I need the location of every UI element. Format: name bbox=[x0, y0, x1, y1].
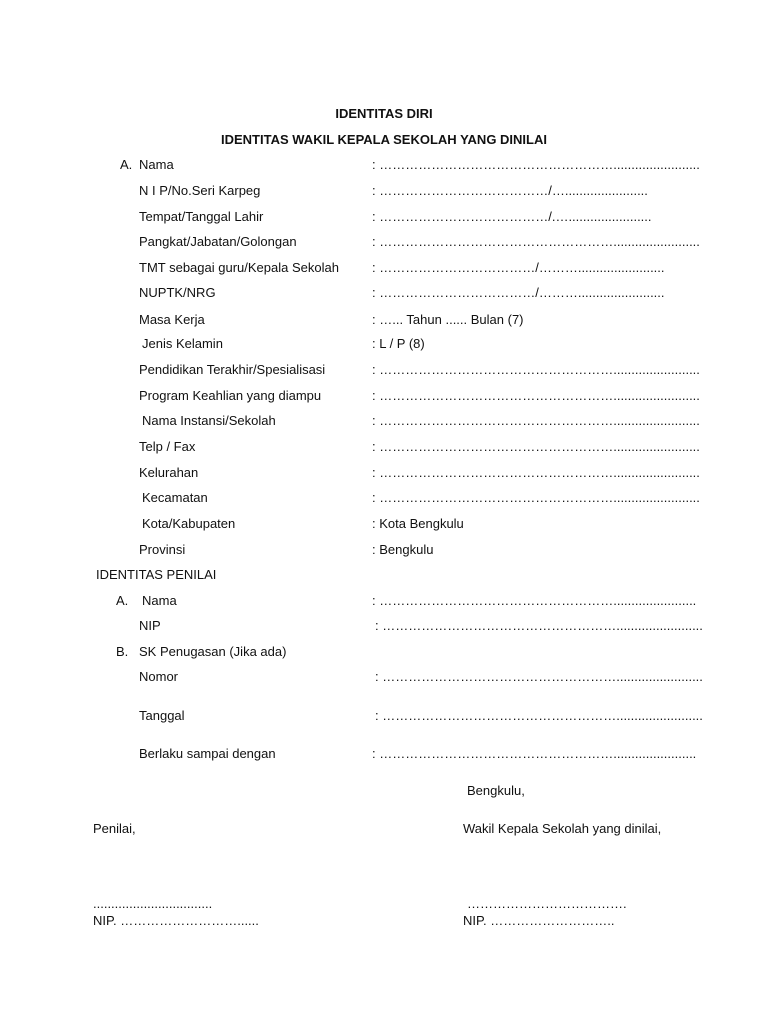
field-value-telp[interactable]: : ………………………………………………........................ bbox=[372, 439, 700, 454]
field-label-ttl: Tempat/Tanggal Lahir bbox=[139, 209, 264, 224]
field-value-masa-kerja[interactable]: : …... Tahun ...... Bulan (7) bbox=[372, 312, 524, 327]
document-title: IDENTITAS DIRI bbox=[335, 106, 433, 121]
place-label: Bengkulu, bbox=[467, 783, 525, 798]
field-value-ttl[interactable]: : …………………………………/.…....................... bbox=[372, 209, 652, 224]
field-label-provinsi: Provinsi bbox=[139, 542, 186, 557]
field-value-program-keahlian[interactable]: : ………………………………………………........................ bbox=[372, 388, 700, 403]
field-value-nuptk[interactable]: : ………………………………/………........................ bbox=[372, 285, 665, 300]
penilai-b-marker: B. bbox=[116, 644, 129, 659]
field-value-instansi[interactable]: : ………………………………………………........................ bbox=[372, 413, 700, 428]
signature-left-role: Penilai, bbox=[93, 821, 136, 836]
field-value-nama[interactable]: : ………………………………………………........................ bbox=[372, 157, 700, 172]
field-value-pangkat[interactable]: : ………………………………………………........................ bbox=[372, 234, 700, 249]
sk-value-berlaku[interactable]: : ………………………………………………....................... bbox=[372, 746, 697, 761]
field-value-provinsi[interactable]: : Bengkulu bbox=[372, 542, 434, 557]
field-value-nip-karpeg[interactable]: : …………………………………/…....................... bbox=[372, 183, 648, 198]
signature-right-role: Wakil Kepala Sekolah yang dinilai, bbox=[463, 821, 662, 836]
field-value-kelurahan[interactable]: : ………………………………………………........................ bbox=[372, 465, 700, 480]
field-label-tmt: TMT sebagai guru/Kepala Sekolah bbox=[139, 260, 339, 275]
sk-label-nomor: Nomor bbox=[139, 669, 179, 684]
penilai-heading: IDENTITAS PENILAI bbox=[96, 567, 217, 582]
sk-value-tanggal[interactable]: : ………………………………………………........................ bbox=[375, 708, 703, 723]
field-value-tmt[interactable]: : ………………………………/………........................ bbox=[372, 260, 665, 275]
field-label-kelurahan: Kelurahan bbox=[139, 465, 199, 480]
signature-left-nip[interactable]: NIP. ………………………...... bbox=[93, 913, 259, 928]
sk-value-nomor[interactable]: : ………………………………………………........................ bbox=[375, 669, 703, 684]
field-value-jenis-kelamin[interactable]: : L / P (8) bbox=[372, 336, 425, 351]
penilai-value-nama[interactable]: : ………………………………………………....................... bbox=[372, 593, 697, 608]
field-label-masa-kerja: Masa Kerja bbox=[139, 312, 205, 327]
penilai-label-nama: Nama bbox=[142, 593, 177, 608]
signature-right-nip[interactable]: NIP. ……………………….. bbox=[463, 913, 615, 928]
sk-penugasan-label: SK Penugasan (Jika ada) bbox=[139, 644, 287, 659]
field-label-nip-karpeg: N I P/No.Seri Karpeg bbox=[139, 183, 261, 198]
section-a-marker: A. bbox=[120, 157, 133, 172]
field-label-nama: Nama bbox=[139, 157, 174, 172]
field-label-telp: Telp / Fax bbox=[139, 439, 196, 454]
field-label-program-keahlian: Program Keahlian yang diampu bbox=[139, 388, 322, 403]
field-label-nuptk: NUPTK/NRG bbox=[139, 285, 216, 300]
field-value-kota[interactable]: : Kota Bengkulu bbox=[372, 516, 464, 531]
field-label-kota: Kota/Kabupaten bbox=[142, 516, 236, 531]
sk-label-berlaku: Berlaku sampai dengan bbox=[139, 746, 276, 761]
field-label-kecamatan: Kecamatan bbox=[142, 490, 208, 505]
field-label-pendidikan: Pendidikan Terakhir/Spesialisasi bbox=[139, 362, 326, 377]
field-label-instansi: Nama Instansi/Sekolah bbox=[142, 413, 276, 428]
document-subtitle: IDENTITAS WAKIL KEPALA SEKOLAH YANG DINILAI bbox=[221, 132, 547, 147]
sk-label-tanggal: Tanggal bbox=[139, 708, 185, 723]
field-value-pendidikan[interactable]: : ………………………………………………........................ bbox=[372, 362, 700, 377]
signature-right-name-line[interactable]: ………………………………. bbox=[467, 896, 627, 911]
signature-left-name-line[interactable]: ................................. bbox=[93, 896, 213, 911]
field-value-kecamatan[interactable]: : ………………………………………………........................ bbox=[372, 490, 700, 505]
field-label-jenis-kelamin: Jenis Kelamin bbox=[142, 336, 223, 351]
penilai-label-nip: NIP bbox=[139, 618, 161, 633]
penilai-value-nip[interactable]: : ………………………………………………........................ bbox=[375, 618, 703, 633]
penilai-a-marker: A. bbox=[116, 593, 129, 608]
field-label-pangkat: Pangkat/Jabatan/Golongan bbox=[139, 234, 297, 249]
